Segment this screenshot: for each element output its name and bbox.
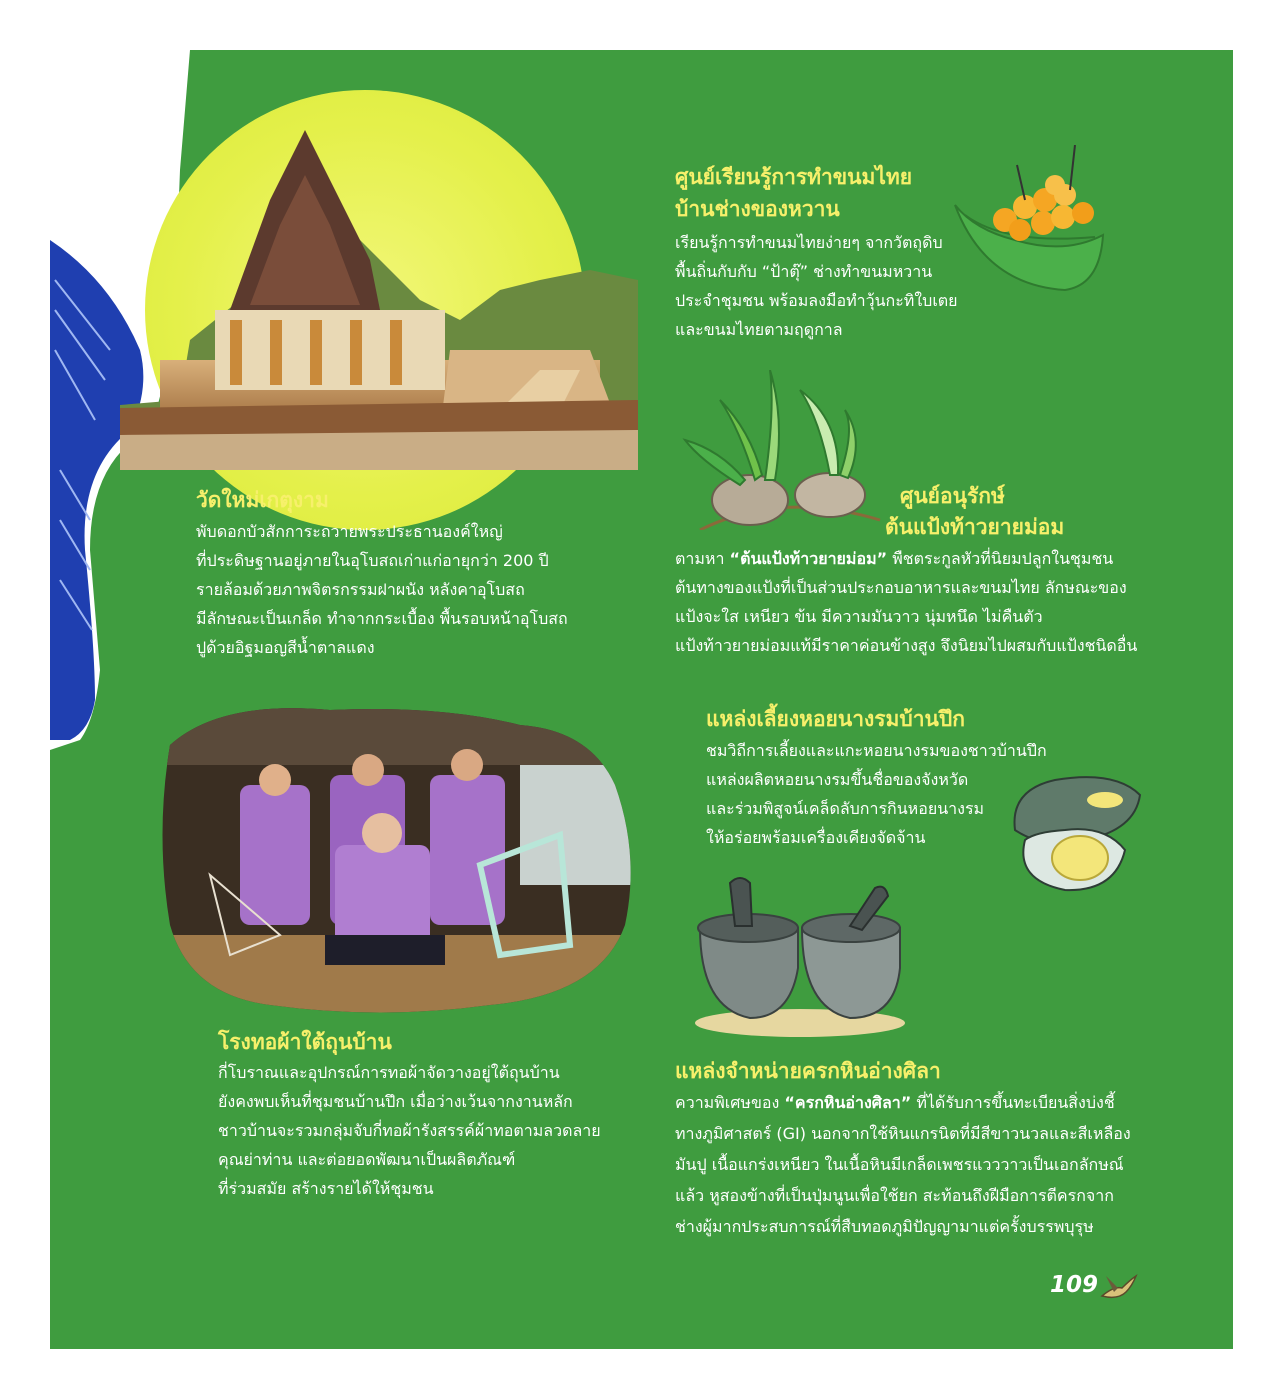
dessert-center-line: และขนมไทยตามฤดูกาล <box>675 320 843 339</box>
dessert-center-title-1: ศูนย์เรียนรู้การทำขนมไทย <box>675 165 913 189</box>
oyster-illustration <box>1005 770 1145 895</box>
arrowroot-title-1: ศูนย์อนุรักษ์ <box>900 484 1005 508</box>
temple-line: ปูด้วยอิฐมอญสีน้ำตาลแดง <box>196 638 375 657</box>
mortar-line: แล้ว หูสองข้างที่เป็นปุ่มนูนเพื่อใช้ยก สะท้อนถึงฝีมือการตีครกจาก <box>675 1186 1114 1205</box>
mortar-line <box>675 1088 1115 1117</box>
arrowroot-title-2: ต้นแป้งท้าวยายม่อม <box>885 515 1065 539</box>
arrowroot-plant-illustration <box>680 370 890 530</box>
arrowroot-line <box>675 544 1113 573</box>
dessert-center-line: พื้นถิ่นกับกับ “ป้าตุ๊” ช่างทำขนมหวาน <box>675 262 933 281</box>
oyster-title: แหล่งเลี้ยงหอยนางรมบ้านปึก <box>706 707 965 731</box>
oyster-line: แหล่งผลิตหอยนางรมขึ้นชื่อของจังหวัด <box>706 770 969 789</box>
temple-title: วัดใหม่เกตุงาม <box>196 488 329 512</box>
stone-mortar-illustration <box>690 868 910 1038</box>
oyster-line: ชมวิถีการเลี้ยงและแกะหอยนางรมของชาวบ้านปึก <box>706 741 1047 760</box>
temple-photo <box>120 130 638 470</box>
page-number: 109 <box>1050 1272 1099 1298</box>
arrowroot-line-post: พืชตระกูลหัวที่นิยมปลูกในชุมชน <box>887 549 1114 568</box>
arrowroot-line: ต้นทางของแป้งที่เป็นส่วนประกอบอาหารและขนมไทย ลักษณะของ <box>675 578 1127 597</box>
bird-icon <box>1100 1272 1138 1302</box>
mortar-line: ช่างผู้มากประสบการณ์ที่สืบทอดภูมิปัญญามาแต่ครั้งบรรพบุรุษ <box>675 1217 1094 1236</box>
temple-line: มีลักษณะเป็นเกล็ด ทำจากกระเบื้อง พื้นรอบหน้าอุโบสถ <box>196 609 568 628</box>
mortar-line: มันปู เนื้อแกร่งเหนียว ในเนื้อหินมีเกล็ดเพชรแวววาวเป็นเอกลักษณ์ <box>675 1155 1124 1174</box>
arrowroot-highlight: “ต้นแป้งท้าวยายม่อม” <box>729 549 888 568</box>
weaving-workshop-photo <box>160 705 640 1015</box>
dessert-center-line: เรียนรู้การทำขนมไทยง่ายๆ จากวัตถุดิบ <box>675 233 943 252</box>
oyster-line: และร่วมพิสูจน์เคล็ดลับการกินหอยนางรม <box>706 799 985 818</box>
dessert-center-line: ประจำชุมชน พร้อมลงมือทำวุ้นกะทิใบเตย <box>675 291 958 310</box>
oyster-line: ให้อร่อยพร้อมเครื่องเคียงจัดจ้าน <box>706 828 926 847</box>
weaving-title: โรงทอผ้าใต้ถุนบ้าน <box>218 1030 392 1054</box>
temple-line: พับดอกบัวสักการะถวายพระประธานองค์ใหญ่ <box>196 522 503 541</box>
dessert-center-title-2: บ้านช่างของหวาน <box>675 197 840 221</box>
mortar-highlight: “ครกหินอ่างศิลา” <box>784 1093 912 1112</box>
weaving-line: ที่ร่วมสมัย สร้างรายได้ให้ชุมชน <box>218 1179 434 1198</box>
arrowroot-line: แป้งท้าวยายม่อมแท้มีราคาค่อนข้างสูง จึงนิยมไปผสมกับแป้งชนิดอื่น <box>675 636 1138 655</box>
temple-line: ที่ประดิษฐานอยู่ภายในอุโบสถเก่าแก่อายุกว่า 200 ปี <box>196 551 549 570</box>
weaving-line: ชาวบ้านจะรวมกลุ่มจับกี่ทอผ้ารังสรรค์ผ้าทอตามลวดลาย <box>218 1121 601 1140</box>
mortar-line-post: ที่ได้รับการขึ้นทะเบียนสิ่งบ่งชี้ <box>911 1093 1115 1112</box>
mortar-line: ทางภูมิศาสตร์ (GI) นอกจากใช้หินแกรนิตที่มีสีขาวนวลและสีเหลือง <box>675 1124 1131 1143</box>
magazine-page <box>50 50 1233 1349</box>
weaving-line: กี่โบราณและอุปกรณ์การทอผ้าจัดวางอยู่ใต้ถุนบ้าน <box>218 1063 560 1082</box>
weaving-line: ยังคงพบเห็นที่ชุมชนบ้านปึก เมื่อว่างเว้นจากงานหลัก <box>218 1092 573 1111</box>
weaving-line: คุณย่าท่าน และต่อยอดพัฒนาเป็นผลิตภัณฑ์ <box>218 1150 516 1169</box>
mortar-title: แหล่งจำหน่ายครกหินอ่างศิลา <box>675 1059 941 1083</box>
arrowroot-line: แป้งจะใส เหนียว ข้น มีความมันวาว นุ่มหนึด ไม่คืนตัว <box>675 607 1043 626</box>
temple-line: รายล้อมด้วยภาพจิตรกรรมฝาผนัง หลังคาอุโบสถ <box>196 580 525 599</box>
arrowroot-line-pre: ตามหา <box>675 549 730 568</box>
mortar-line-pre: ความพิเศษของ <box>675 1093 785 1112</box>
thai-dessert-illustration <box>945 145 1110 305</box>
